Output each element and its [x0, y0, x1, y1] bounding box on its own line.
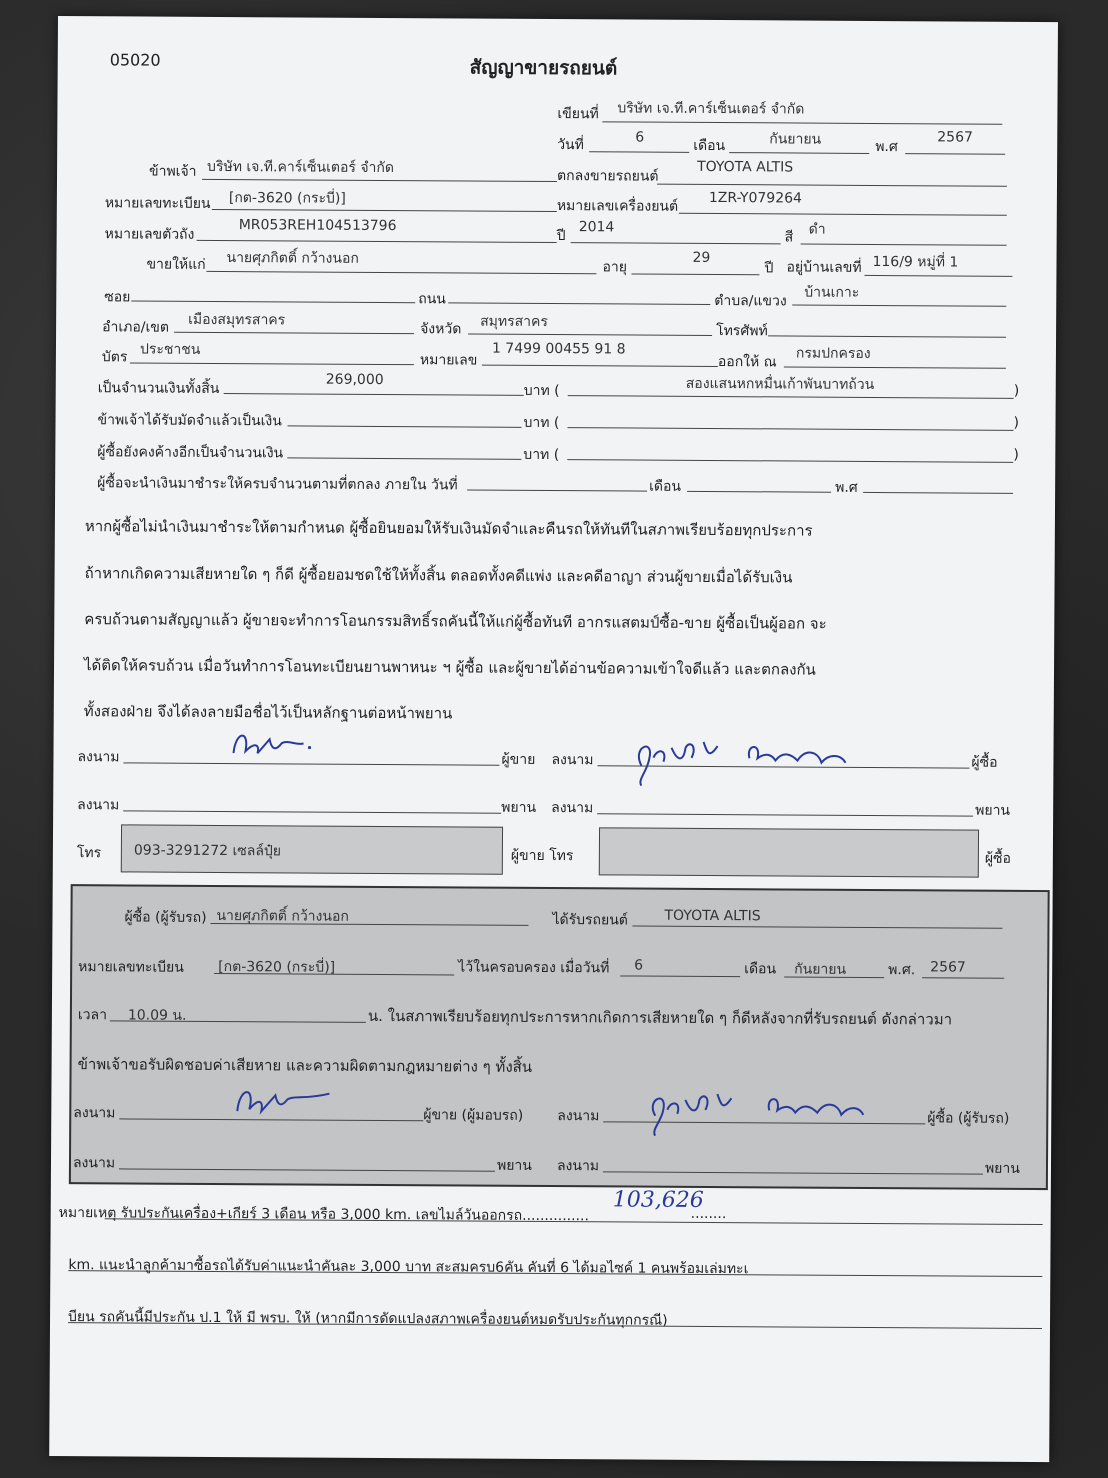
sign-label: ลงนาม	[72, 1155, 116, 1172]
age-label: อายุ	[602, 259, 628, 276]
month-label: เดือน	[693, 137, 726, 155]
liability-text: ข้าพเจ้าขอรับผิดชอบค่าเสียหาย และความผิดตามกฎหมายต่าง ๆ ทั้งสิ้น	[77, 1055, 533, 1076]
province-label: จังหวัด	[420, 321, 462, 338]
date-year: 2567	[937, 129, 973, 146]
chassis-value: MR053REH104513796	[238, 217, 397, 235]
witness-label: พยาน	[975, 802, 1011, 819]
receipt-year: 2567	[930, 959, 966, 976]
receipt-day: 6	[634, 957, 644, 974]
phone-label: โทรศัพท์	[716, 323, 768, 340]
engine-label: หมายเลขเครื่องยนต์	[556, 198, 679, 215]
tambon-value: บ้านเกาะ	[804, 284, 860, 301]
receipt-month: กันยายน	[794, 961, 847, 978]
chassis-label: หมายเลขตัวถัง	[104, 226, 195, 243]
buyer-name: นายศุภกิตติ์ กว้างนอก	[226, 250, 359, 267]
receipt-time: 10.09 น.	[127, 1007, 187, 1024]
term-line: หากผู้ซื้อไม่นำเงินมาชำระให้ตามกำหนด ผู้ซื้อยินยอมให้รับเงินมัดจำและคืนรถให้ทันทีในสภาพเรียบร้อยทุกประการ	[84, 517, 813, 540]
total-amount: 269,000	[325, 371, 384, 388]
term-line: ถ้าหากเกิดความเสียหายใด ๆ ก็ดี ผู้ซื้อยอมชดใช้ให้ทั้งสิ้น ตลอดทั้งคดีแพ่ง และคดีอาญา ส่วนผู้ขายเมื่อได้รับเงิน	[84, 564, 793, 587]
contract-paper	[49, 16, 1058, 1462]
due-year-label: พ.ศ	[835, 479, 858, 496]
receipt-month-label: เดือน	[744, 961, 777, 978]
issued-label: ออกให้ ณ	[717, 354, 777, 371]
deposit-label: ข้าพเจ้าได้รับมัดจำแล้วเป็นเงิน	[97, 412, 282, 430]
receipt-buyer: นายศุภกิตติ์ กว้างนอก	[216, 907, 349, 925]
received-label: ได้รับรถยนต์	[552, 912, 628, 929]
phone-label: โทร	[76, 845, 102, 862]
receipt-reg-label: หมายเลขทะเบียน	[78, 959, 184, 976]
receipt-buyer-label: ผู้ซื้อ (ผู้รับรถ)	[927, 1110, 1010, 1127]
sign-label: ลงนาม	[551, 800, 594, 817]
amphoe-label: อำเภอ/เขต	[102, 319, 170, 336]
house-label: อยู่บ้านเลขที่	[786, 259, 862, 276]
model-year: 2014	[578, 219, 615, 236]
issued-by: กรมปกครอง	[795, 345, 871, 362]
buyer-label: ผู้ซื้อ	[984, 850, 1012, 867]
color-value: ดำ	[808, 221, 826, 238]
receipt-buyer-signature	[641, 1080, 881, 1139]
agree-label: ตกลงขายรถยนต์	[556, 168, 659, 185]
buyer-label: ขายให้แก่	[146, 256, 206, 273]
possess-label: ไว้ในครอบครอง เมื่อวันที่	[458, 959, 610, 977]
sign-label: ลงนาม	[557, 1108, 600, 1125]
mileage: 103,626	[612, 1187, 704, 1213]
date-label: วันที่	[557, 137, 584, 154]
condition-text: น. ในสภาพเรียบร้อยทุกประการหากเกิดการเสียหายใด ๆ ก็ดีหลังจากที่รับรถยนต์ ดังกล่าวมา	[367, 1006, 953, 1029]
note-line-2: km. แนะนำลูกค้ามาซื้อรถได้รับค่าแนะนำคันละ 3,000 บาท สะสมครบ6คัน คันที่ 6 ได้มอไซค์ 1 คนพร้อมเล่มทะเ	[68, 1257, 749, 1278]
term-line: ครบถ้วนตามสัญญาแล้ว ผู้ขายจะทำการโอนกรรมสิทธิ์รถคันนี้ให้แก่ผู้ซื้อทันที อากรแสตมป์ซื้อ-ขาย ผู้ซื้อเป็นผู้ออก จะ	[84, 610, 827, 633]
remaining-baht: บาท (	[523, 446, 560, 464]
time-label: เวลา	[77, 1007, 108, 1024]
paren-close: )	[1013, 414, 1020, 431]
age-unit: ปี	[764, 260, 774, 277]
sign-label: ลงนาม	[77, 797, 120, 814]
buyer-phone-box	[599, 827, 979, 877]
note-line-1-end: ........	[690, 1205, 727, 1223]
id-number: 1 7499 00455 91 8	[491, 340, 626, 358]
receipt-block	[69, 884, 1050, 1190]
car-model: TOYOTA ALTIS	[697, 158, 794, 176]
note-line-3: บียน รถคันนี้มีประกัน ป.1 ให้ มี พรบ. ให้ (หากมีการดัดแปลงสภาพเครื่องยนต์หมดรับประกันทุกกรณี)	[68, 1309, 668, 1329]
witness-label: พยาน	[501, 799, 537, 816]
due-label: ผู้ซื้อจะนำเงินมาชำระให้ครบจำนวนตามที่ตกลง ภายใน วันที่	[97, 475, 458, 494]
receipt-buyer-label: ผู้ซื้อ (ผู้รับรถ)	[124, 909, 207, 926]
remaining-label: ผู้ซื้อยังคงค้างอีกเป็นจำนวนเงิน	[97, 444, 284, 462]
receipt-seller-label: ผู้ขาย (ผู้มอบรถ)	[423, 1107, 524, 1124]
seller-name: บริษัท เจ.ที.คาร์เซ็นเตอร์ จำกัด	[207, 158, 395, 177]
total-label: เป็นจำนวนเงินทั้งสิ้น	[97, 380, 220, 397]
seller-label: ข้าพเจ้า	[149, 163, 197, 180]
receipt-seller-signature	[229, 1077, 339, 1122]
total-words: สองแสนหกหมื่นเก้าพันบาทถ้วน	[685, 375, 875, 393]
buyer-age: 29	[692, 249, 711, 266]
year-label: พ.ศ	[875, 138, 898, 156]
seller-label: ผู้ขาย	[501, 751, 536, 768]
page-title: สัญญาขายรถยนต์	[469, 56, 618, 80]
paren-close: )	[1013, 446, 1019, 463]
amphoe-value: เมืองสมุทรสาคร	[188, 311, 286, 329]
card-type: ประชาชน	[139, 341, 201, 358]
receipt-car: TOYOTA ALTIS	[664, 907, 761, 925]
written-at-label: เขียนที่	[557, 106, 599, 123]
sign-label: ลงนาม	[551, 752, 594, 769]
house-number: 116/9 หมู่ที่ 1	[872, 253, 959, 271]
sign-label: ลงนาม	[73, 1105, 116, 1122]
tambon-label: ตำบล/แขวง	[714, 293, 787, 310]
doc-id: 05020	[109, 50, 161, 70]
due-month-label: เดือน	[649, 478, 682, 495]
receipt-reg: [กต-3620 (กระบี่)]	[218, 958, 336, 976]
term-line: ได้ติดให้ครบถ้วน เมื่อวันทำการโอนทะเบียนยานพาหนะ ฯ ผู้ซื้อ และผู้ขายได้อ่านข้อความเข้าใจดีแล้ว และตกลงกัน	[83, 656, 816, 679]
seller-phone-box	[121, 824, 503, 874]
witness-label: พยาน	[984, 1160, 1020, 1177]
total-baht: บาท (	[523, 382, 560, 400]
seller-phone-suffix: ผู้ขาย โทร	[510, 847, 574, 865]
receipt-year-label: พ.ศ.	[888, 962, 916, 979]
soi-label: ซอย	[104, 289, 131, 306]
road-label: ถนน	[418, 291, 446, 308]
color-label: สี	[784, 229, 794, 246]
province-value: สมุทรสาคร	[480, 313, 549, 330]
sign-label: ลงนาม	[77, 749, 120, 766]
buyer-label: ผู้ซื้อ	[971, 754, 998, 771]
date-month: กันยายน	[769, 131, 822, 148]
term-line: ทั้งสองฝ่าย จึงได้ลงลายมือชื่อไว้เป็นหลักฐานต่อหน้าพยาน	[83, 702, 453, 723]
written-at-value: บริษัท เจ.ที.คาร์เซ็นเตอร์ จำกัด	[617, 100, 805, 118]
engine-value: 1ZR-Y079264	[708, 189, 802, 207]
reg-label: หมายเลขทะเบียน	[104, 195, 211, 212]
deposit-baht: บาท (	[523, 414, 560, 432]
sign-label: ลงนาม	[556, 1158, 600, 1175]
reg-value: [กต-3620 (กระบี่)]	[228, 190, 346, 207]
seller-signature	[225, 723, 315, 764]
witness-label: พยาน	[496, 1157, 532, 1174]
note-line-1: หมายเหตุ รับประกันเครื่อง+เกียร์ 3 เดือน หรือ 3,000 km. เลขไมล์วันออกรถ...............	[58, 1205, 589, 1225]
id-number-label: หมายเลข	[419, 352, 478, 369]
model-year-label: ปี	[556, 228, 566, 245]
card-label: บัตร	[101, 349, 128, 366]
date-day: 6	[635, 129, 645, 146]
seller-phone: 093-3291272 เซลล์ปุ๋ย	[133, 842, 282, 860]
paren-close: )	[1013, 382, 1020, 399]
buyer-signature	[627, 727, 867, 788]
